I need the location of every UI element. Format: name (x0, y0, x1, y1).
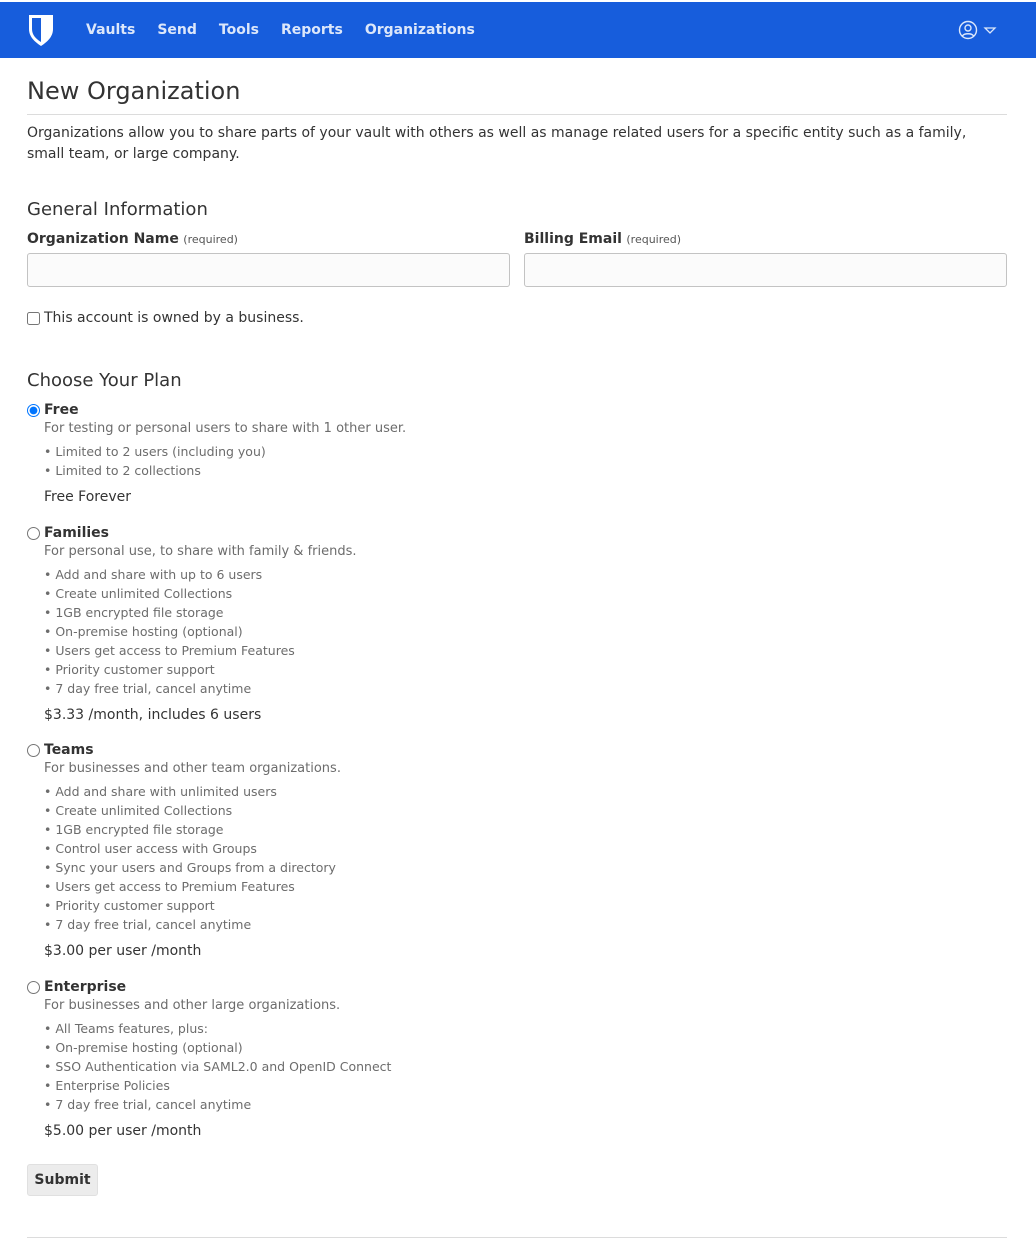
choose-plan-heading: Choose Your Plan (27, 370, 182, 391)
plan-teams-option[interactable] (27, 742, 627, 758)
plan-feature: • Priority customer support (44, 898, 215, 913)
plan-name: Free (44, 402, 79, 418)
plan-enterprise-option[interactable] (27, 979, 627, 995)
plan-description: For businesses and other large organizations. (44, 998, 341, 1013)
plan-feature: • 1GB encrypted file storage (44, 605, 224, 620)
main-content (27, 58, 1007, 1188)
plan-features (44, 782, 627, 934)
plan-description: For testing or personal users to share with 1 other user. (44, 421, 407, 436)
general-information-heading: General Information (27, 199, 208, 220)
page-intro: Organizations allow you to share parts of your vault with others as well as manage related users for a specific entity such as a family, small team, or large company. (27, 125, 967, 162)
plan-feature: • Users get access to Premium Features (44, 879, 295, 894)
organization-name-field (27, 231, 510, 287)
bitwarden-shield-logo-icon[interactable] (27, 14, 55, 47)
business-owned-checkbox[interactable] (27, 312, 40, 325)
nav-vaults[interactable]: Vaults (86, 22, 136, 38)
organization-name-input[interactable] (27, 253, 510, 287)
plan-feature: • 1GB encrypted file storage (44, 822, 224, 837)
main-nav (86, 2, 497, 58)
footer-divider (27, 1237, 1007, 1238)
plan-name: Teams (44, 742, 94, 758)
plan-feature: • Create unlimited Collections (44, 586, 233, 601)
required-hint: (required) (626, 233, 682, 246)
account-menu[interactable] (958, 20, 998, 40)
plan-feature: • Sync your users and Groups from a directory (44, 860, 336, 875)
plan-description: For businesses and other team organizations. (44, 761, 341, 776)
plan-name: Enterprise (44, 979, 127, 995)
plan-price: Free Forever (44, 489, 131, 505)
plan-feature: • 7 day free trial, cancel anytime (44, 1097, 252, 1112)
user-circle-icon (958, 20, 978, 40)
plan-teams (27, 742, 627, 959)
plan-feature: • Add and share with up to 6 users (44, 567, 263, 582)
plan-description: For personal use, to share with family & friends. (44, 544, 357, 559)
plan-free-option[interactable] (27, 402, 627, 418)
plan-feature: • 7 day free trial, cancel anytime (44, 917, 252, 932)
plan-feature: • Create unlimited Collections (44, 803, 233, 818)
plan-price: $3.00 per user /month (44, 943, 202, 959)
plan-price: $5.00 per user /month (44, 1123, 202, 1139)
plan-feature: • Enterprise Policies (44, 1078, 170, 1093)
top-navbar (0, 2, 1036, 58)
page-title: New Organization (27, 58, 1007, 115)
plan-feature: • Control user access with Groups (44, 841, 257, 856)
plan-families-option[interactable] (27, 525, 627, 541)
plan-name: Families (44, 525, 110, 541)
required-hint: (required) (183, 233, 238, 246)
plan-enterprise-radio[interactable] (27, 981, 40, 994)
plan-free (27, 402, 627, 505)
nav-reports[interactable]: Reports (280, 22, 343, 38)
plan-feature: • On-premise hosting (optional) (44, 624, 243, 639)
billing-email-input[interactable] (524, 253, 1007, 287)
plan-price: $3.33 /month, includes 6 users (44, 707, 262, 723)
plan-free-radio[interactable] (27, 404, 40, 417)
caret-down-icon (982, 24, 998, 36)
business-owned-label: This account is owned by a business. (44, 310, 304, 326)
plan-features (44, 565, 627, 698)
plan-teams-radio[interactable] (27, 744, 40, 757)
plan-feature: • All Teams features, plus: (44, 1021, 208, 1036)
plan-families-radio[interactable] (27, 527, 40, 540)
plan-feature: • Limited to 2 collections (44, 463, 201, 478)
billing-email-label: Billing Email (524, 231, 622, 247)
plan-feature: • Users get access to Premium Features (44, 643, 295, 658)
plan-feature: • On-premise hosting (optional) (44, 1040, 243, 1055)
plan-features (44, 1019, 627, 1114)
submit-button[interactable]: Submit (27, 1164, 98, 1196)
plan-feature: • SSO Authentication via SAML2.0 and OpenID Connect (44, 1059, 392, 1074)
plan-feature: • Add and share with unlimited users (44, 784, 277, 799)
nav-send[interactable]: Send (157, 22, 197, 38)
plan-feature: • Limited to 2 users (including you) (44, 444, 266, 459)
plan-features (44, 442, 627, 480)
plan-feature: • 7 day free trial, cancel anytime (44, 681, 252, 696)
business-owned-option[interactable] (27, 310, 304, 326)
billing-email-field (524, 231, 1007, 287)
plan-enterprise (27, 979, 627, 1139)
plan-feature: • Priority customer support (44, 662, 215, 677)
organization-name-label: Organization Name (27, 231, 179, 247)
nav-organizations[interactable]: Organizations (364, 22, 475, 38)
plan-families (27, 525, 627, 723)
nav-tools[interactable]: Tools (218, 22, 259, 38)
